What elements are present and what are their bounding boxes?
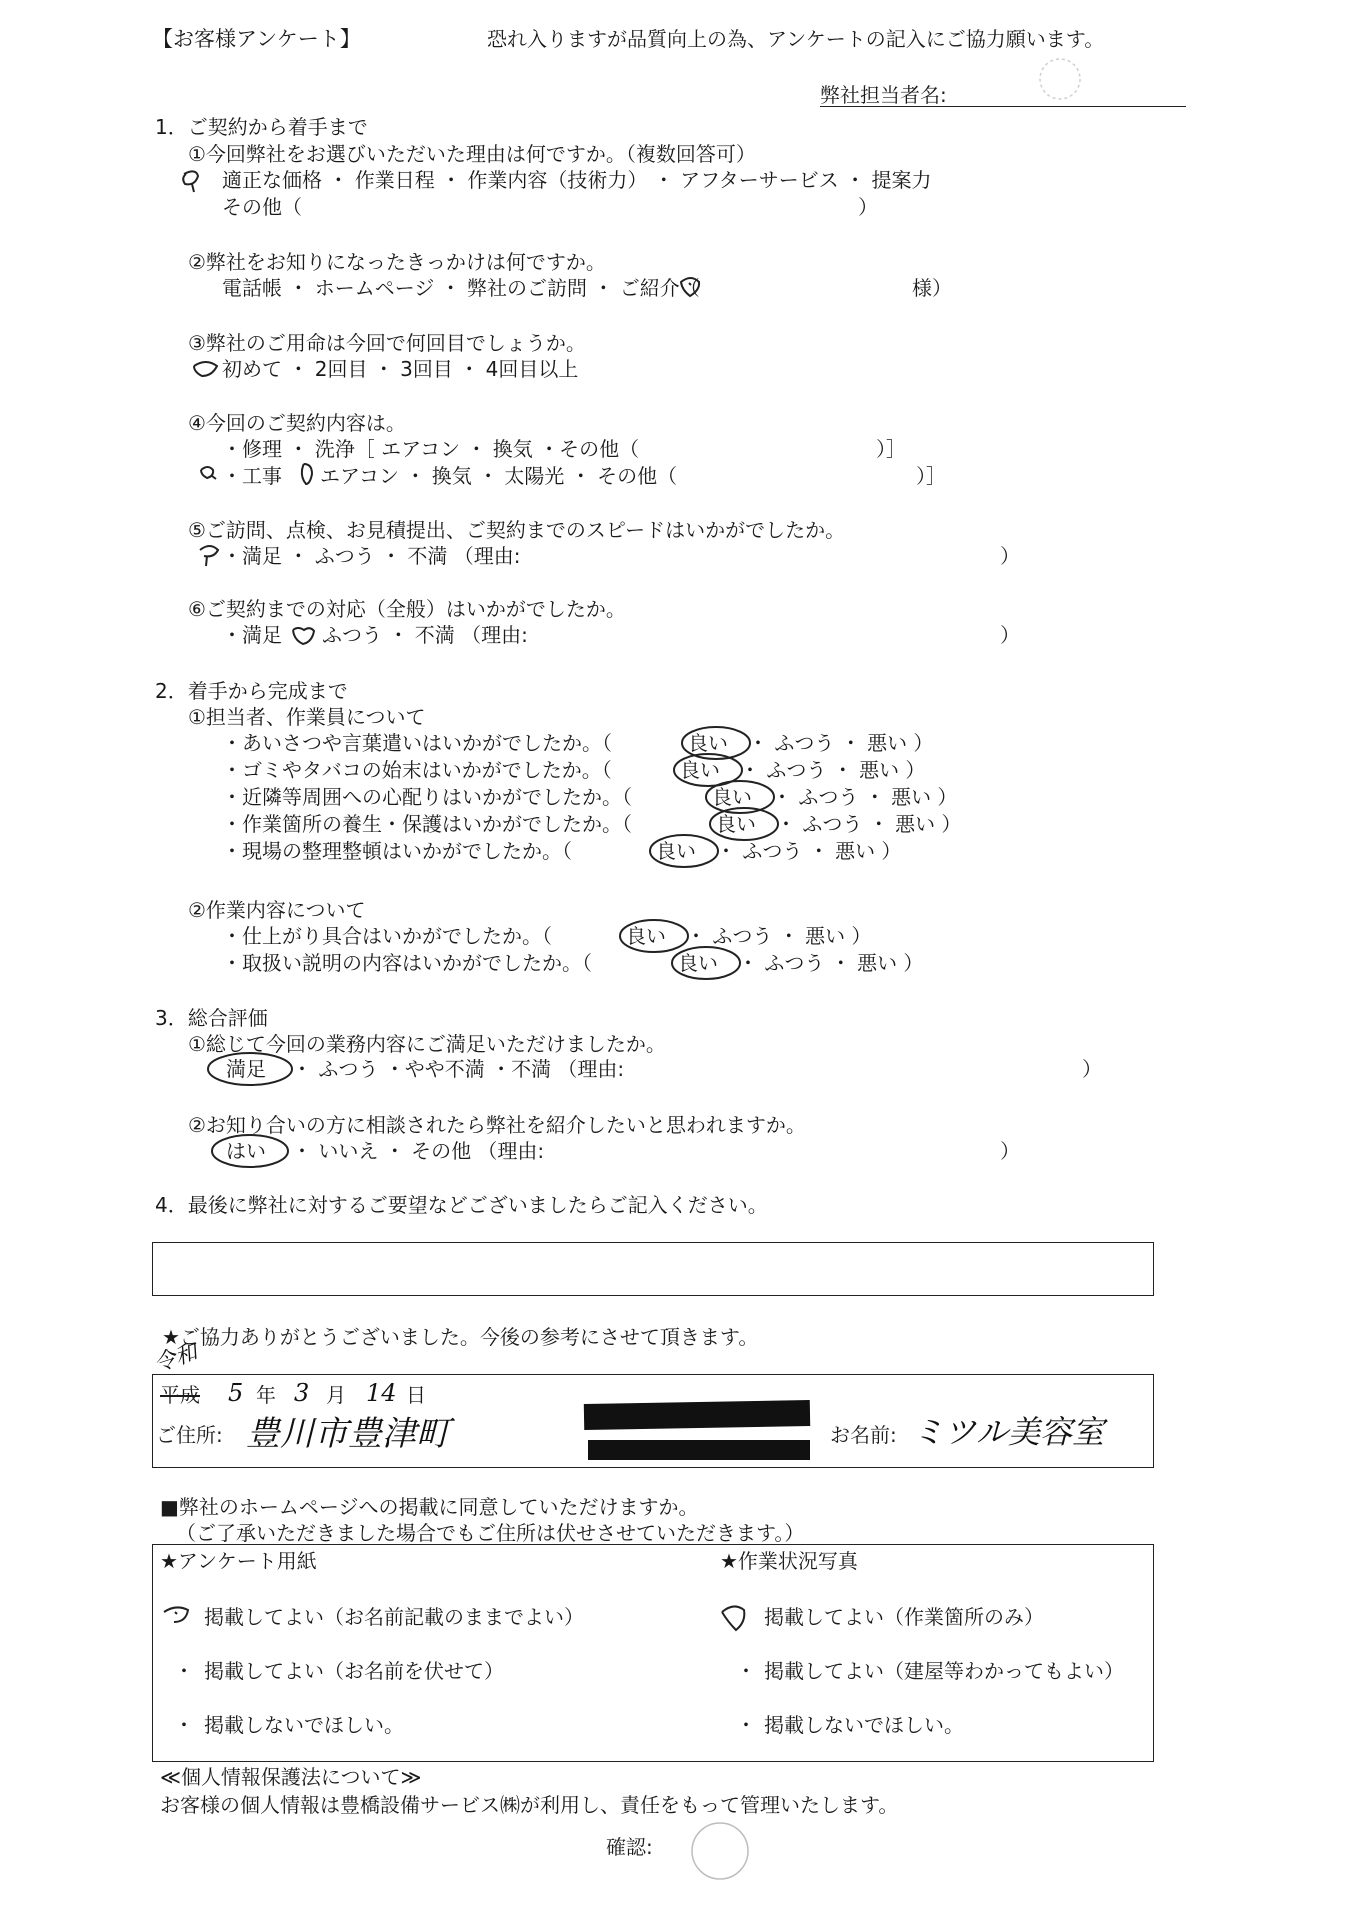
q1-4-line1-close: ）］	[876, 437, 906, 461]
privacy-text: お客様の個人情報は豊橋設備サービス㈱が利用し、責任をもって管理いたします。	[160, 1793, 899, 1817]
q3-1-close: ）	[1082, 1057, 1102, 1081]
q3-2-first: はい	[226, 1139, 266, 1163]
checkmark-q1-1	[178, 166, 208, 196]
consent-right-bullet-2: ・	[736, 1659, 756, 1683]
q3-1-rest: ・ ふつう ・やや不満 ・不満 （理由:	[292, 1057, 625, 1081]
rating-rest: ・ ふつう ・ 悪い ）	[776, 812, 962, 836]
section2-sub1: ①担当者、作業員について	[188, 705, 426, 729]
q1-6-opt-a: ・満足	[222, 623, 282, 647]
rating-question: ・あいさつや言葉遣いはいかがでしたか。（	[222, 731, 612, 755]
request-textarea[interactable]	[152, 1242, 1154, 1296]
rating-good: 良い	[678, 951, 718, 975]
q1-4-line2-close: ）］	[916, 464, 946, 488]
section1-title: 1．ご契約から着手まで	[155, 115, 368, 139]
consent-left-bullet-2: ・	[174, 1659, 194, 1683]
q1-3-options: 初めて ・ 2回目 ・ 3回目 ・ 4回目以上	[222, 357, 579, 381]
rating-good: 良い	[626, 924, 666, 948]
checkmark-q1-4-construction	[196, 462, 222, 488]
address-label: ご住所:	[156, 1423, 223, 1447]
rating-rest: ・ ふつう ・ 悪い ）	[748, 731, 934, 755]
consent-right-option-3[interactable]: 掲載しないでほしい。	[764, 1713, 964, 1737]
staff-seal-stamp	[1030, 55, 1090, 105]
checkmark-q1-3	[190, 354, 222, 384]
rating-good: 良い	[680, 758, 720, 782]
survey-title: 【お客様アンケート】	[152, 27, 361, 51]
rating-rest: ・ ふつう ・ 悪い ）	[686, 924, 872, 948]
consent-right-option-1[interactable]: 掲載してよい（作業箇所のみ）	[764, 1605, 1044, 1629]
q3-2-rest: ・ いいえ ・ その他 （理由:	[292, 1139, 545, 1163]
era-handwritten: 令和	[151, 1339, 201, 1378]
staff-label: 弊社担当者名:	[820, 83, 947, 107]
rating-question: ・取扱い説明の内容はいかがでしたか。（	[222, 951, 592, 975]
rating-good: 良い	[712, 785, 752, 809]
confirm-seal-stamp	[684, 1818, 754, 1884]
rating-question: ・ゴミやタバコの始末はいかがでしたか。（	[222, 758, 612, 782]
date-month: 3	[294, 1379, 310, 1407]
date-month-label: 月	[326, 1383, 346, 1407]
rating-question: ・仕上がり具合はいかがでしたか。（	[222, 924, 552, 948]
checkmark-q1-6	[288, 622, 320, 650]
staff-name-line	[820, 106, 1186, 107]
rating-good: 良い	[656, 839, 696, 863]
consent-right-title: ★作業状況写真	[720, 1549, 858, 1573]
q3-2-text: ②お知り合いの方に相談されたら弊社を紹介したいと思われますか。	[188, 1113, 806, 1137]
address-value: 豊川市豊津町	[246, 1414, 450, 1454]
rating-question: ・現場の整理整頓はいかがでしたか。（	[222, 839, 572, 863]
q3-2-close: ）	[1000, 1139, 1020, 1163]
rating-rest: ・ ふつう ・ 悪い ）	[716, 839, 902, 863]
consent-note: （ご了承いただきました場合でもご住所は伏せさせていただきます。）	[176, 1521, 805, 1545]
rating-rest: ・ ふつう ・ 悪い ）	[772, 785, 958, 809]
rating-rest: ・ ふつう ・ 悪い ）	[740, 758, 926, 782]
section2-title: 2．着手から完成まで	[155, 679, 348, 703]
date-day: 14	[366, 1379, 397, 1407]
rating-rest: ・ ふつう ・ 悪い ）	[738, 951, 924, 975]
date-year-label: 年	[256, 1383, 276, 1407]
section2-sub2: ②作業内容について	[188, 898, 366, 922]
q1-5-options: ・満足 ・ ふつう ・ 不満 （理由:	[222, 544, 521, 568]
q1-3-text: ③弊社のご用命は今回で何回目でしょうか。	[188, 331, 586, 355]
date-year: 5	[228, 1379, 244, 1407]
q1-4-line1: ・修理 ・ 洗浄［ エアコン ・ 換気 ・その他（	[222, 437, 640, 461]
consent-question: ■弊社のホームページへの掲載に同意していただけますか。	[160, 1495, 699, 1519]
q1-4-line2-b: エアコン ・ 換気 ・ 太陽光 ・ その他（	[320, 464, 678, 488]
date-day-label: 日	[406, 1383, 426, 1407]
name-value: ミツル美容室	[912, 1413, 1105, 1451]
q3-1-text: ①総じて今回の業務内容にご満足いただけましたか。	[188, 1032, 666, 1056]
consent-left-title: ★アンケート用紙	[160, 1549, 317, 1573]
rating-good: 良い	[688, 731, 728, 755]
thanks-message: ★ご協力ありがとうございました。今後の参考にさせて頂きます。	[162, 1325, 759, 1349]
q1-1-other-open: その他（	[222, 195, 302, 219]
q1-1-other-close: ）	[858, 195, 878, 219]
checkmark-q1-5	[196, 540, 224, 572]
q1-2-text: ②弊社をお知りになったきっかけは何ですか。	[188, 250, 606, 274]
consent-left-option-3[interactable]: 掲載しないでほしい。	[204, 1713, 404, 1737]
privacy-title: ≪個人情報保護法について≫	[160, 1765, 422, 1789]
consent-left-option-1[interactable]: 掲載してよい（お名前記載のままでよい）	[204, 1605, 584, 1629]
q1-4-line2-a: ・工事	[222, 464, 282, 488]
q1-1-text: ①今回弊社をお選びいただいた理由は何ですか。（複数回答可）	[188, 142, 756, 166]
q1-2-options: 電話帳 ・ ホームページ ・ 弊社のご訪問 ・ ご紹介（	[222, 276, 700, 300]
era-printed: 平成	[160, 1383, 200, 1407]
section4-title: 4．最後に弊社に対するご要望などございましたらご記入ください。	[155, 1193, 768, 1217]
q1-6-opt-b: ふつう ・ 不満 （理由:	[322, 623, 528, 647]
confirm-label: 確認:	[606, 1835, 653, 1859]
q1-5-text: ⑤ご訪問、点検、お見積提出、ご契約までのスピードはいかがでしたか。	[188, 518, 846, 542]
q1-6-close: ）	[1000, 623, 1020, 647]
name-label: お名前:	[830, 1423, 897, 1447]
consent-right-option-2[interactable]: 掲載してよい（建屋等わかってもよい）	[764, 1659, 1124, 1683]
rating-question: ・作業箇所の養生・保護はいかがでしたか。（	[222, 812, 632, 836]
q1-4-text: ④今回のご契約内容は。	[188, 411, 406, 435]
consent-right-bullet-3: ・	[736, 1713, 756, 1737]
consent-left-option-2[interactable]: 掲載してよい（お名前を伏せて）	[204, 1659, 504, 1683]
rating-question: ・近隣等周囲への心配りはいかがでしたか。（	[222, 785, 632, 809]
q3-1-first: 満足	[226, 1057, 266, 1081]
q1-5-close: ）	[1000, 544, 1020, 568]
section3-title: 3．総合評価	[155, 1006, 268, 1030]
consent-left-bullet-3: ・	[174, 1713, 194, 1737]
checkmark-q1-4-aircon	[296, 460, 320, 490]
survey-intro: 恐れ入りますが品質向上の為、アンケートの記入にご協力願います。	[487, 27, 1105, 51]
q1-1-options: 適正な価格 ・ 作業日程 ・ 作業内容（技術力） ・ アフターサービス ・ 提案力	[222, 168, 932, 192]
rating-good: 良い	[716, 812, 756, 836]
q1-2-sama: 様）	[912, 276, 952, 300]
q1-6-text: ⑥ご契約までの対応（全般）はいかがでしたか。	[188, 597, 626, 621]
